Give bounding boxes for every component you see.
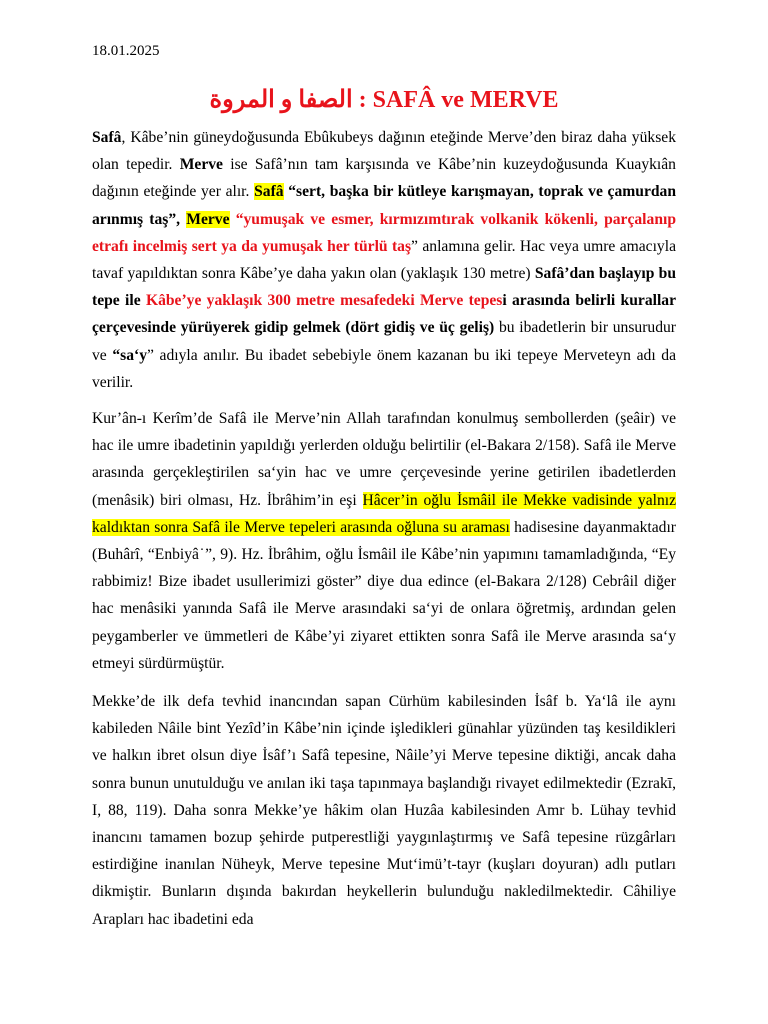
text-run: Safâ <box>254 183 284 201</box>
paragraph-safa-merve-definition <box>92 124 676 396</box>
text-run: Hâcer’in oğlu İsmâil ile Mekke vadisinde yalnız kaldıktan sonra Safâ ile Merve tepeleri arasında oğluna su araması <box>92 491 676 536</box>
text-run: “sa‘y <box>112 346 147 364</box>
document-title: الصفا و المروة : SAFÂ ve MERVE <box>209 87 559 113</box>
text-run: hadisesine dayanmaktadır (Buhârî, “Enbiyâ˙”, 9). Hz. İbrâhim, oğlu İsmâil ile Kâbe’nin yapımını tamamladığında, “Ey rabbimiz! Bize ibadet usullerimizi göster” diye dua edince (el-Bakara 2/128) Cebrâil diğer hac menâsiki yanında Safâ ile Merve arasındaki sa‘yi de onlara öğretmiş, ardından gelen peygamberler ve ümmetleri de Kâbe’yi ziyaret ettikten sonra Safâ ile Merve arasında sa‘y etmeyi sürdürmüştür. <box>92 518 676 672</box>
paragraph-quran-hajar <box>92 405 676 677</box>
text-run: Safâ’dan başlayıp bu tepe ile <box>92 265 677 310</box>
document-date: 18.01.2025 <box>92 43 160 59</box>
text-run: bu ibadetlerin bir unsurudur ve <box>92 319 676 364</box>
text-run: , Kâbe’nin güneydoğusunda Ebûkubeys dağının eteğinde Merve’den biraz daha yüksek olan tepedir. <box>92 129 676 174</box>
text-run: ise Safâ’nın tam karşısında ve Kâbe’nin kuzeydoğusunda Kuaykıân dağının eteğinde yer alır. <box>92 156 676 201</box>
text-run: i arasında belirli kurallar çerçevesinde yürüyerek gidip gelmek (dört gidiş ve üç geliş) <box>92 292 676 337</box>
text-run: “sert, başka bir kütleye karışmayan, toprak ve çamurdan arınmış taş”, <box>92 183 677 228</box>
text-run: Mekke’de ilk defa tevhid inancından sapan Cürhüm kabilesinden İsâf b. Ya‘lâ ile aynı kabileden Nâile bint Yezîd’in Kâbe’nin içinde işledikleri günahlar yüzünden taş kesildikleri ve halkın ibret olsun diye İsâf’ı Safâ tepesine, Nâile’yi Merve tepesine diktiği, ancak daha sonra bunun unutulduğu ve anılan iki taşa tapınmaya başlandığı rivayet edilmektedir (Ezrakī, I, 88, 119). Daha sonra Mekke’ye hâkim olan Huzâa kabilesinden Amr b. Lühay tevhid inancını tamamen bozup şehirde putperestliği yaygınlaştırmış ve Safâ tepesine rüzgârları estirdiğine inanılan Nüheyk, Merve tepesine Mut‘imü’t-tayr (kuşları doyuran) adlı putları dikmiştir. Bunların dışında bakırdan heykellerin bulunduğu nakledilmektedir. Câhiliye Arapları hac ibadetini eda <box>92 693 676 928</box>
text-run: “yumuşak ve esmer, kırmızımtırak volkanik kökenli, parçalanıp etrafı incelmiş sert ya da yumuşak her türlü taş <box>92 210 676 255</box>
text-run: ” adıyla anılır. Bu ibadet sebebiyle önem kazanan bu iki tepeye Merveteyn adı da verilir. <box>92 346 676 391</box>
paragraph-jurhum-idols <box>92 688 676 933</box>
text-run: Safâ <box>92 129 122 146</box>
text-run: Kâbe’ye yaklaşık 300 metre mesafedeki Merve tepes <box>145 292 503 310</box>
text-run: ” anlamına gelir. Hac veya umre amacıyla tavaf yapıldıktan sonra Kâbe’ye daha yakın olan (yaklaşık 130 metre) <box>92 237 676 283</box>
text-run: Merve <box>186 210 230 228</box>
text-run: Kur’ân-ı Kerîm’de Safâ ile Merve’nin Allah tarafından konulmuş sembollerden (şeâir) ve hac ile umre ibadetinin yapıldığı yerlerden olduğu belirtilir (el-Bakara 2/158). Safâ ile Merve arasında gerçekleştirilen sa‘yin hac ve umre çerçevesinde yerine getirilen ibadetlerden (menâsik) biri olması, Hz. İbrâhim’in eşi <box>92 410 676 509</box>
text-run: Merve <box>179 156 223 174</box>
